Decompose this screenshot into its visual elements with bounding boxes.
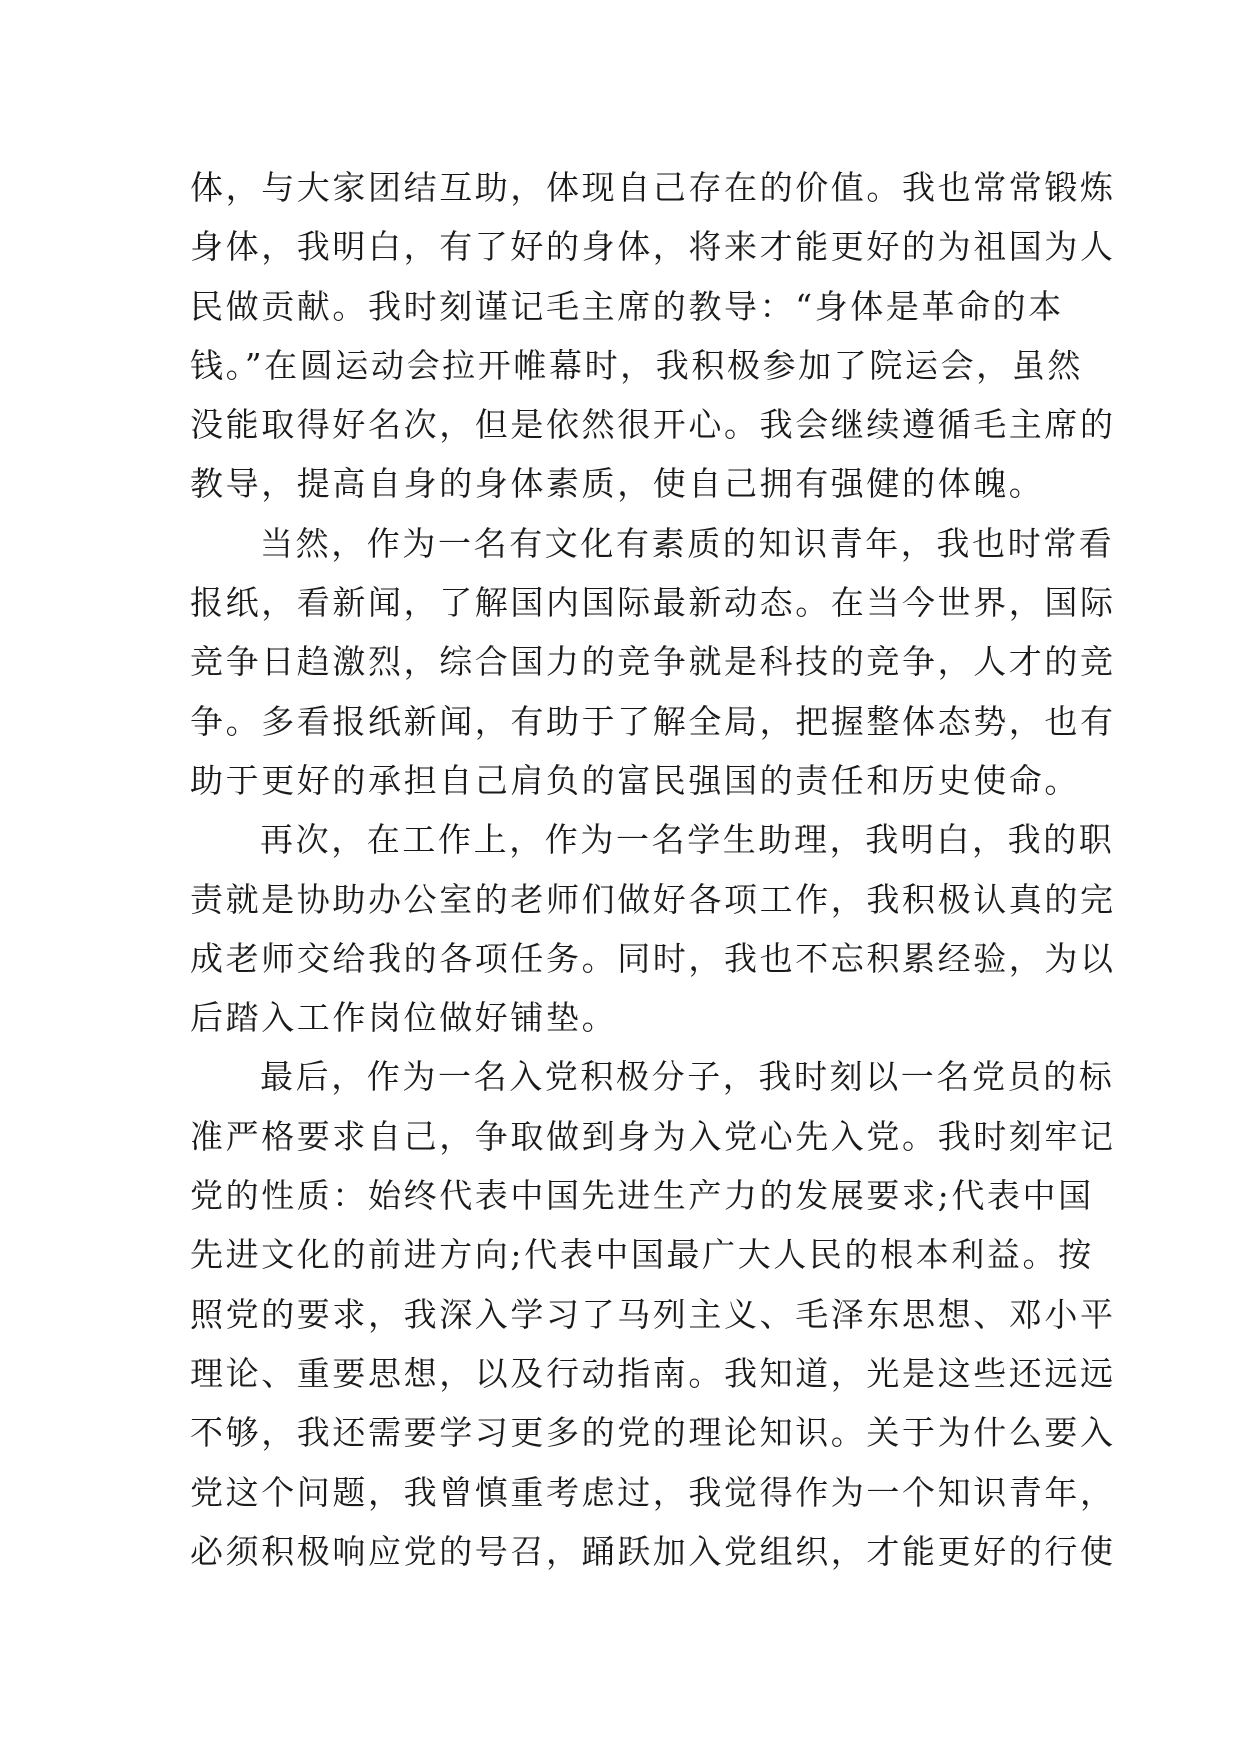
text-line: 先进文化的前进方向;代表中国最广大人民的根本利益。按 <box>190 1235 1094 1275</box>
text-line: 不够，我还需要学习更多的党的理论知识。关于为什么要入 <box>190 1413 1116 1453</box>
text-line: 教导，提高自身的身体素质，使自己拥有强健的体魄。 <box>190 464 1045 504</box>
text-line: 报纸，看新闻，了解国内国际最新动态。在当今世界，国际 <box>190 583 1116 623</box>
text-line: 助于更好的承担自己肩负的富民强国的责任和历史使命。 <box>190 760 1080 800</box>
text-line: 照党的要求，我深入学习了马列主义、毛泽东思想、邓小平 <box>190 1294 1116 1334</box>
text-line: 必须积极响应党的号召，踊跃加入党组织，才能更好的行使 <box>190 1531 1116 1571</box>
text-line: 党的性质：始终代表中国先进生产力的发展要求;代表中国 <box>190 1176 1094 1216</box>
text-line: 责就是协助办公室的老师们做好各项工作，我积极认真的完 <box>190 879 1116 919</box>
text-line: 党这个问题，我曾慎重考虑过，我觉得作为一个知识青年， <box>190 1472 1116 1512</box>
text-line: 竞争日趋激烈，综合国力的竞争就是科技的竞争，人才的竞 <box>190 642 1116 682</box>
text-line: 准严格要求自己，争取做到身为入党心先入党。我时刻牢记 <box>190 1116 1116 1156</box>
paragraph-first-line: 再次，在工作上，作为一名学生助理，我明白，我的职 <box>260 820 1115 860</box>
text-line: 理论、重要思想，以及行动指南。我知道，光是这些还远远 <box>190 1353 1116 1393</box>
text-line: 体，与大家团结互助，体现自己存在的价值。我也常常锻炼 <box>190 168 1116 207</box>
text-line: 身体，我明白，有了好的身体，将来才能更好的为祖国为人 <box>190 227 1116 267</box>
text-line: 成老师交给我的各项任务。同时，我也不忘积累经验，为以 <box>190 938 1116 978</box>
body-text <box>190 158 1116 1581</box>
text-line: 钱。”在圆运动会拉开帷幕时，我积极参加了院运会，虽然 <box>190 345 1083 385</box>
text-line: 没能取得好名次，但是依然很开心。我会继续遵循毛主席的 <box>190 405 1116 445</box>
text-line: 后踏入工作岗位做好铺垫。 <box>190 998 618 1038</box>
text-line: 民做贡献。我时刻谨记毛主席的教导：“身体是革命的本 <box>190 286 1064 326</box>
paragraph-first-line: 最后，作为一名入党积极分子，我时刻以一名党员的标 <box>260 1057 1115 1097</box>
text-line: 争。多看报纸新闻，有助于了解全局，把握整体态势，也有 <box>190 701 1116 741</box>
paragraph-first-line: 当然，作为一名有文化有素质的知识青年，我也时常看 <box>260 523 1115 563</box>
